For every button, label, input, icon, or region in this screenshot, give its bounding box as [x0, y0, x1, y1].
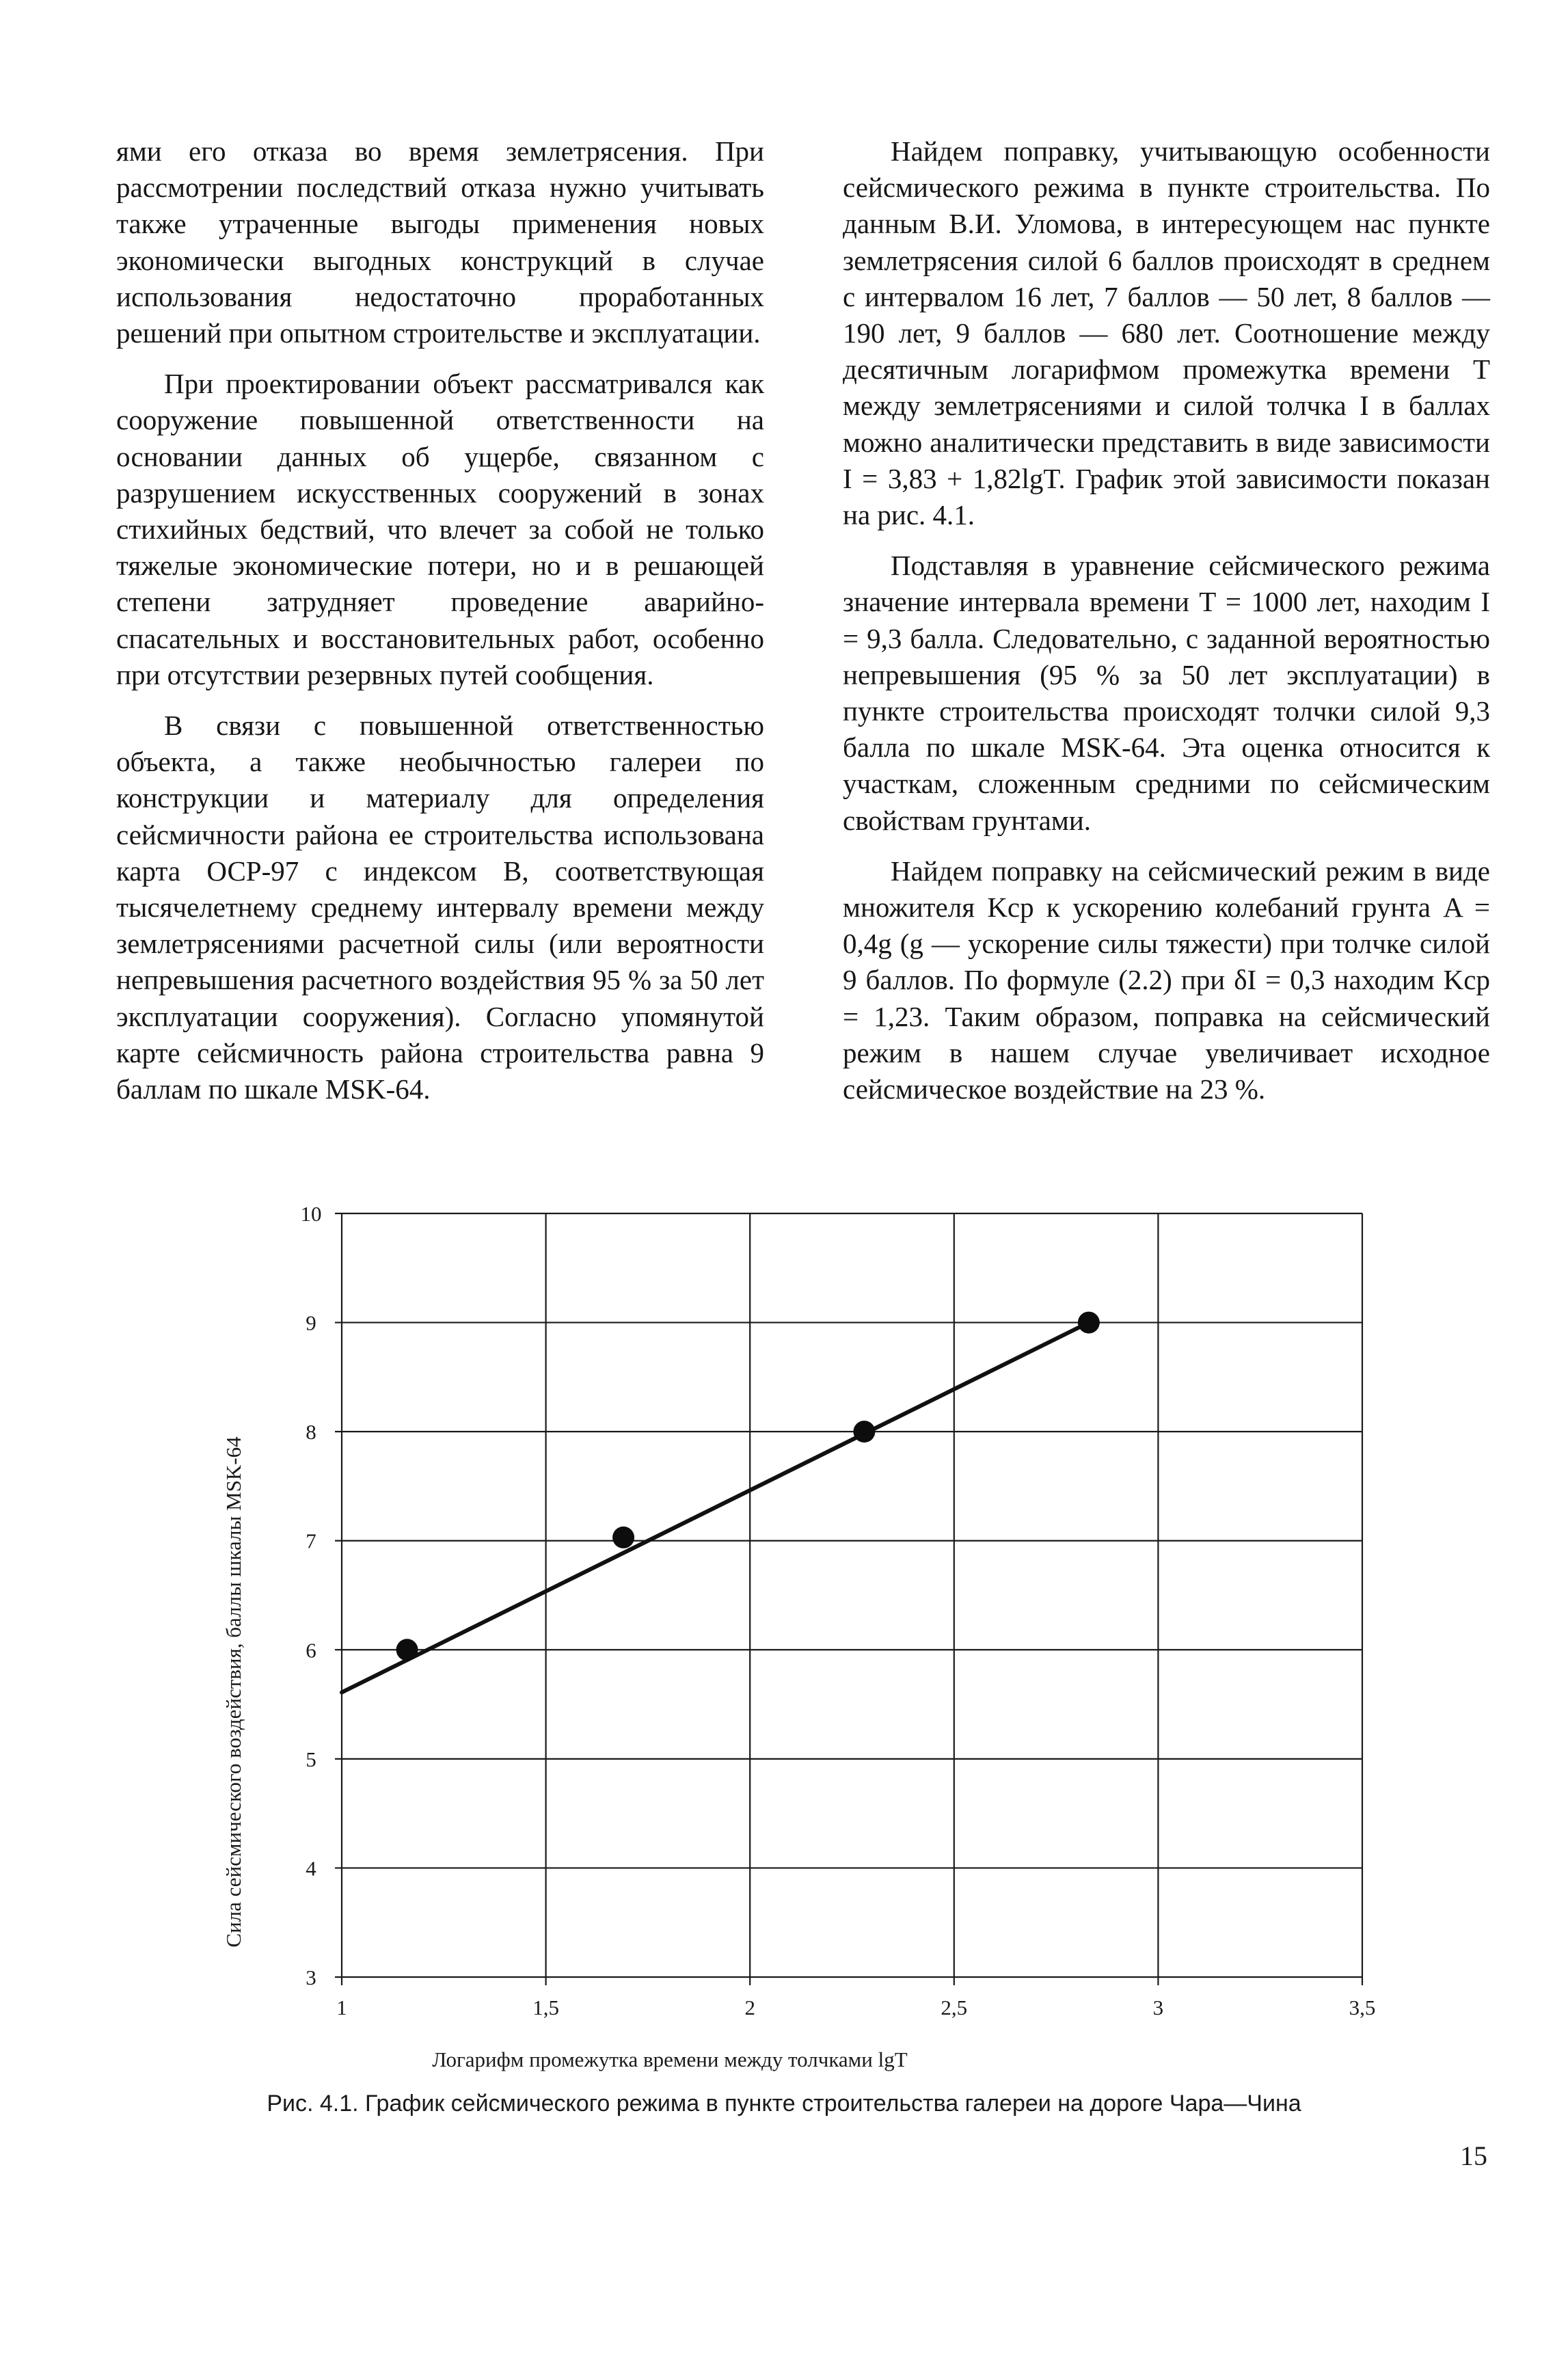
regression-line — [342, 1323, 1089, 1693]
x-tick-label: 3 — [1152, 1996, 1164, 2019]
seismic-regime-chart — [0, 1176, 1568, 2201]
data-point — [396, 1639, 418, 1661]
data-point — [853, 1421, 875, 1442]
paragraph: При проектировании объект рассматривался как сооружение повышенной ответственности на основании данных об ущербе, связанном с разрушением искусственных сооружений в зонах стихийных бедствий, что влечет за собой не только тяжелые экономические потери, но и в решающей степени затрудняет проведение аварийно-спасательных и восстановительных работ, особенно при отсутствии резервных путей сообщения. — [116, 368, 764, 690]
paragraph: В связи с повышенной ответственностью объекта, а также необычностью галереи по конструкции и материалу для определения сейсмичности района ее строительства использована карта ОСР-97 с индексом В, соответствующая тысячелетнему среднему интервалу времени между землетрясениями расчетной силы (или вероятности непревышения расчетного воздействия 95 % за 50 лет эксплуатации сооружения). Согласно упомянутой карте сейсмичность района строительства равна 9 баллам по шкале MSK-64. — [116, 710, 764, 1105]
y-tick-label: 6 — [306, 1638, 316, 1663]
y-tick-label: 3 — [306, 1965, 316, 1989]
y-tick-label: 9 — [306, 1311, 316, 1335]
data-point — [1078, 1312, 1100, 1334]
x-tick-label: 3,5 — [1349, 1996, 1376, 2019]
y-tick-label: 8 — [306, 1420, 316, 1445]
x-axis-label: Логарифм промежутка времени между толчками lgT — [432, 2047, 908, 2071]
x-tick-label: 2 — [744, 1996, 755, 2019]
x-tick-label: 1,5 — [532, 1996, 559, 2019]
paragraph: Подставляя в уравнение сейсмического режима значение интервала времени T = 1000 лет, находим I = 9,3 балла. Следовательно, с заданной вероятностью непревышения (95 % за 50 лет эксплуатации) в пункте строительства происходят толчки силой 9,3 балла по шкале MSK-64. Эта оценка относится к участкам, сложенным средними по сейсмическим свойствам грунтами. — [843, 550, 1490, 836]
x-tick-label: 2,5 — [941, 1996, 968, 2019]
y-tick-label: 10 — [300, 1202, 322, 1226]
left-text-column — [116, 133, 764, 1122]
y-axis-label: Сила сейсмического воздействия, баллы шкалы MSK-64 — [221, 1436, 245, 1948]
paragraph: Найдем поправку, учитывающую особенности сейсмического режима в пункте строительства. По данным В.И. Уломова, в интересующем нас пункте землетрясения силой 6 баллов происходят в среднем с интервалом 16 лет, 7 баллов — 50 лет, 8 баллов — 190 лет, 9 баллов — 680 лет. Соотношение между десятичным логарифмом промежутка времени T между землетрясениями и силой толчка I в баллах можно аналитически представить в виде зависимости I = 3,83 + 1,82lgT. График этой зависимости показан на рис. 4.1. — [843, 135, 1490, 531]
figure-caption: Рис. 4.1. График сейсмического режима в пункте строительства галереи на дороге Чара—Чина — [267, 2091, 1301, 2117]
y-tick-label: 5 — [306, 1747, 316, 1771]
y-tick-label: 4 — [306, 1856, 316, 1881]
page-number: 15 — [1460, 2140, 1487, 2171]
paragraph: ями его отказа во время землетрясения. При рассмотрении последствий отказа нужно учитывать также утраченные выгоды применения новых экономически выгодных конструкций в случае использования недостаточно проработанных решений при опытном строительстве и эксплуатации. — [116, 135, 764, 349]
y-tick-label: 7 — [306, 1529, 316, 1553]
x-tick-label: 1 — [336, 1996, 347, 2019]
right-text-column — [843, 133, 1490, 1122]
data-point — [612, 1527, 634, 1548]
paragraph: Найдем поправку на сейсмический режим в виде множителя Kср к ускорению колебаний грунта A = 0,4g (g — ускорение силы тяжести) при толчке силой 9 баллов. По формуле (2.2) при δI = 0,3 находим Kср = 1,23. Таким образом, поправка на сейсмический режим в нашем случае увеличивает исходное сейсмическое воздействие на 23 %. — [843, 855, 1490, 1105]
figure-4-1 — [0, 1176, 1568, 2201]
